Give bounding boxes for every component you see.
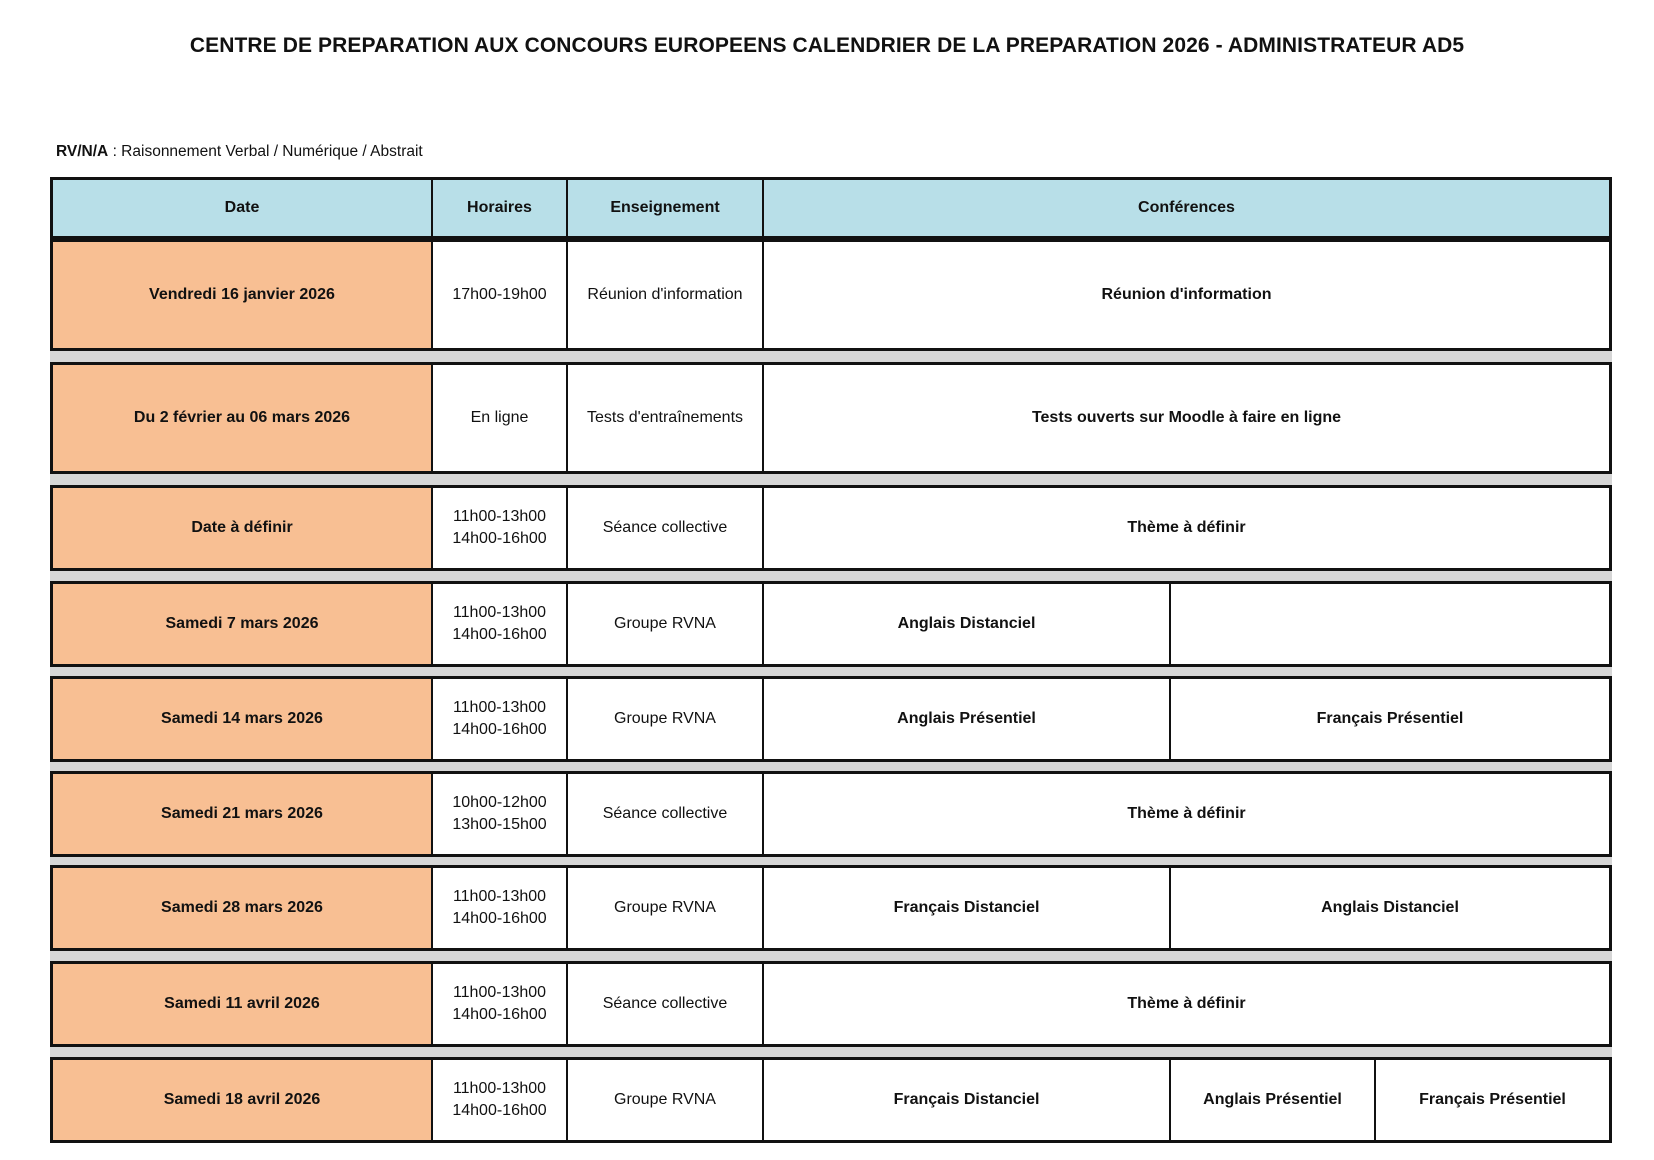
horaire-line: 11h00-13h00	[452, 888, 547, 906]
row-separator	[50, 857, 1612, 865]
row-separator	[50, 667, 1612, 676]
horaire-line: 17h00-19h00	[452, 286, 547, 304]
horaire-line: 11h00-13h00	[452, 1080, 547, 1098]
legend-abbr: RV/N/A	[56, 143, 109, 160]
row-separator	[50, 762, 1612, 771]
row-separator	[50, 474, 1612, 485]
horaire-line: 11h00-13h00	[452, 699, 547, 717]
horaires-cell	[433, 868, 566, 948]
row-separator	[50, 1047, 1612, 1057]
horaire-line: 11h00-13h00	[452, 508, 547, 526]
date-cell: Date à définir	[53, 488, 431, 568]
horaires-cell	[433, 964, 566, 1044]
row-separator	[50, 951, 1612, 961]
table-header	[50, 177, 1612, 239]
horaire-line: 11h00-13h00	[452, 604, 547, 622]
horaires-cell	[433, 1060, 566, 1140]
horaire-line: 14h00-16h00	[452, 721, 547, 738]
horaire-line: 14h00-16h00	[452, 910, 547, 927]
horaire-line: 13h00-15h00	[452, 816, 547, 833]
conference-cell: Thème à définir	[1127, 519, 1246, 537]
horaire-line: 14h00-16h00	[452, 626, 547, 643]
horaire-line: 10h00-12h00	[452, 794, 547, 812]
conference-cell: Français Présentiel	[1419, 1091, 1566, 1109]
enseignement-cell: Groupe RVNA	[614, 615, 716, 633]
enseignement-cell: Tests d'entraînements	[586, 409, 744, 427]
horaires-cell	[433, 488, 566, 568]
horaires-cell	[433, 242, 566, 348]
table-row	[50, 676, 1612, 762]
date-cell: Vendredi 16 janvier 2026	[53, 242, 431, 348]
date-cell: Samedi 11 avril 2026	[53, 964, 431, 1044]
enseignement-cell: Séance collective	[602, 995, 728, 1013]
conference-cell: Anglais Distanciel	[897, 615, 1036, 633]
date-cell: Samedi 21 mars 2026	[53, 774, 431, 854]
header-date: Date	[224, 199, 260, 216]
legend-text: : Raisonnement Verbal / Numérique / Abstrait	[108, 143, 423, 160]
horaires-cell	[433, 584, 566, 664]
date-cell: Samedi 28 mars 2026	[53, 868, 431, 948]
conference-cell: Français Présentiel	[1316, 710, 1464, 728]
table-row	[50, 1057, 1612, 1143]
conference-cell: Thème à définir	[1127, 805, 1246, 823]
date-cell: Du 2 février au 06 mars 2026	[53, 365, 431, 471]
table-row	[50, 581, 1612, 667]
row-separator	[50, 571, 1612, 581]
horaire-line: En ligne	[470, 409, 529, 427]
horaires-cell	[433, 774, 566, 854]
date-cell: Samedi 14 mars 2026	[53, 679, 431, 759]
horaire-line: 14h00-16h00	[452, 1006, 547, 1023]
conference-cell: Français Distanciel	[893, 1091, 1040, 1109]
table-row	[50, 865, 1612, 951]
conference-cell: Thème à définir	[1127, 995, 1246, 1013]
enseignement-cell: Groupe RVNA	[614, 710, 716, 728]
table-row	[50, 239, 1612, 351]
enseignement-cell: Groupe RVNA	[614, 1091, 716, 1109]
conference-cell: Tests ouverts sur Moodle à faire en ligne	[1031, 409, 1342, 427]
row-separator	[50, 351, 1612, 362]
table-row	[50, 961, 1612, 1047]
table-row	[50, 771, 1612, 857]
horaires-cell	[433, 679, 566, 759]
table-row	[50, 485, 1612, 571]
conference-cell: Anglais Présentiel	[897, 710, 1036, 728]
enseignement-cell: Séance collective	[602, 805, 728, 823]
date-cell: Samedi 18 avril 2026	[53, 1060, 431, 1140]
conference-cell: Réunion d'information	[1101, 286, 1272, 304]
conference-cell	[1171, 584, 1609, 664]
conference-cell: Anglais Présentiel	[1203, 1091, 1342, 1109]
enseignement-cell: Groupe RVNA	[614, 899, 716, 917]
legend	[56, 143, 423, 161]
header-enseignement: Enseignement	[610, 199, 720, 216]
header-conferences: Conférences	[1138, 199, 1235, 216]
enseignement-cell: Réunion d'information	[587, 286, 743, 304]
horaires-cell	[433, 365, 566, 471]
conference-cell: Français Distanciel	[893, 899, 1040, 917]
horaire-line: 14h00-16h00	[452, 1102, 547, 1119]
horaire-line: 14h00-16h00	[452, 530, 547, 547]
conference-cell: Anglais Distanciel	[1321, 899, 1459, 917]
page-title: CENTRE DE PREPARATION AUX CONCOURS EUROPEENS CALENDRIER DE LA PREPARATION 2026 - ADMINISTRATEUR AD5	[189, 34, 1465, 57]
header-horaires: Horaires	[467, 199, 532, 216]
date-cell: Samedi 7 mars 2026	[53, 584, 431, 664]
table-row	[50, 362, 1612, 474]
enseignement-cell: Séance collective	[602, 519, 728, 537]
horaire-line: 11h00-13h00	[452, 984, 547, 1002]
